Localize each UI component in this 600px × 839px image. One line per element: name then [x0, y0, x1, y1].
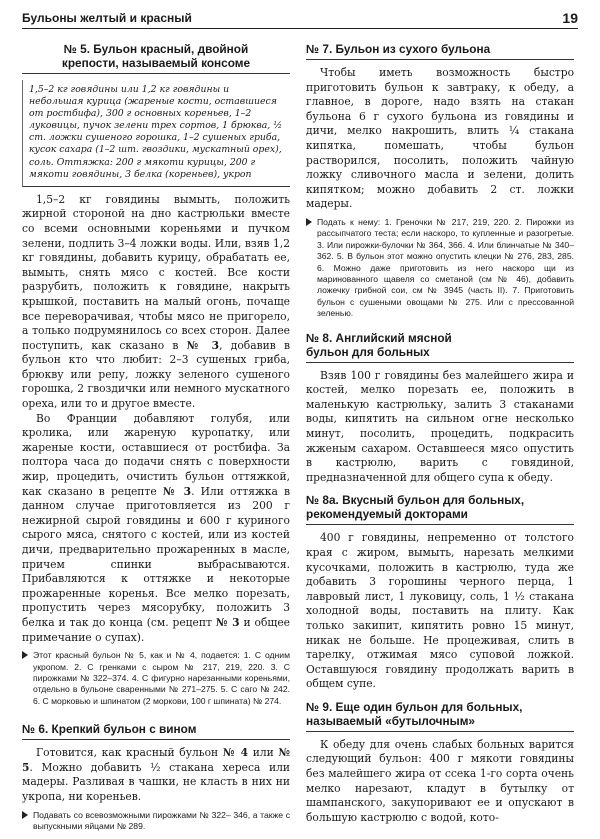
recipe-6-p1-mid: или [248, 746, 279, 760]
recipe-6-p1-text-a: Готовится, как красный бульон [36, 746, 223, 760]
recipe-5-title-line-1: № 5. Бульон красный, двойной [63, 42, 249, 56]
recipe-5-p2-text-a: Во Франции добавляют голубя, или кролика, или жареную куропатку, или жареные кости, оставшиеся от ростбифа. За полтора часа до подачи снять с поверхности жир, процедить, очистить бульон оттяжкой, как сказано в рецепте [22, 411, 290, 498]
recipe-ref: № 3 [215, 615, 240, 629]
recipe-8a-paragraph-1: 400 г говядины, непременно от толстого края с жиром, вымыть, нарезать мелкими кусочками, положить в кастрюлю, туда же добавить 3 горошины черного перца, 1 лавровый лист, 1 луковицу, соль, 1 ½ стакана холодной воды, поставить на плиту. Как только закипит, кипятить ровно 15 минут, никак не больше. Не процеживая, слить в тарелку, отжимая мясо суповой ложкой. Оставшуюся говядину продолжать варить в общем супе. [306, 531, 574, 691]
running-header [22, 6, 578, 29]
recipe-7-paragraph-1: Чтобы иметь возможность быстро приготовить бульон к завтраку, к обеду, а главное, в дороге, надо взять на стакан бульона 6 г сухого бульона из говядины и дичи, мелко накрошить, влить ¼ стакана кипятка, помешать, чтобы бульон растворился, посолить, положить чайную ложку сливочного масла и зелени, долить кипятком; можно добавить 2 ст. ложки мадеры. [306, 66, 574, 211]
recipe-9-title [306, 700, 574, 732]
right-column [306, 42, 574, 825]
recipe-5-paragraph-2 [22, 412, 290, 646]
recipe-ref: № 4 [222, 746, 249, 760]
section-title: Бульоны желтый и красный [22, 11, 192, 25]
triangle-bullet-icon [22, 811, 28, 819]
triangle-bullet-icon [22, 651, 28, 659]
recipe-5-note-text: Этот красный бульон № 5, как и № 4, подается: 1. С одним укропом. 2. С гренками с сыром № 217, 219, 220. 3. С пирожками № 322–374. 4. С фигурно нарезанными кореньями, отдельно в бульоне сваренными № 271–275. 5. С саго № 242. 6. С морковью и шпинатом (2 моркови, 100 г шпината) № 274. [33, 650, 290, 706]
recipe-ref: № 5 [22, 746, 290, 774]
page-number: 19 [562, 10, 578, 26]
recipe-5-p1-text-a: 1,5–2 кг говядины вымыть, положить жирной стороной на дно кастрюльки вместе со всеми основными кореньями и пучком зелени, подлить 3–4 ложки воды. Или, взяв 1,2 кг говядины, добавить курицу, обрабатать ее, вымыть, снять мясо с костей. Все кости разрубить, положить к говядине, накрыть крышкой, поставить на малый огонь, почаще все переворачивая, чтобы мясо не пригорело, а только подрумянилось со всех сторон. Далее поступить, как сказано в [22, 192, 290, 352]
triangle-bullet-icon [306, 218, 312, 226]
recipe-7-title: № 7. Бульон из сухого бульона [306, 42, 574, 60]
recipe-8a-title-line-2: рекомендуемый докторами [306, 507, 468, 522]
recipe-5-serving-note [22, 650, 290, 707]
recipe-8-title-line-2: бульон для больных [306, 344, 430, 359]
recipe-6-p1-text-b: . Можно добавить ½ стакана хереса или мадеры. Разливая в чашки, не класть в них ни укропа, ни кореньев. [22, 760, 290, 803]
recipe-8-title [306, 331, 574, 363]
left-column [22, 42, 290, 839]
recipe-5-title [22, 42, 290, 74]
recipe-9-title-line-1: № 9. Еще один бульон для больных, [306, 699, 523, 714]
recipe-6-note-text: Подавать со всевозможными пирожками № 322– 346, а также с выпускными яйцами № 289. [33, 809, 290, 831]
recipe-9-paragraph-1: К обеду для очень слабых больных варится следующий бульон: 400 г мякоти говядины без малейшего жира от ссека 1-го сорта очень мелко нарезают, кладут в бутылку от шампанского, закупоривают ее и опускают в большую кастрюлю с водой, кото- [306, 737, 574, 824]
recipe-8-paragraph-1: Взяв 100 г говядины без малейшего жира и костей, мелко порезать ее, положить в маленькую кастрюльку, залить 3 стаканами воды, кипятить на сильном огне несколько минут, посолить, процедить, подкрасить жженым сахаром. Оставшееся мясо опустить в кастрюлю, варить с говядиной, предназначенной для общего супа к обеду. [306, 368, 574, 484]
recipe-8-title-line-1: № 8. Английский мясной [306, 330, 452, 345]
recipe-5-p1-text-b: , добавив в бульон кто что любит: 2–3 сушеных гриба, брюкву или репу, ложку зеленого сушеного горошка, 2 гвоздички или немного мускатного ореха, или то и другое вместе. [22, 338, 290, 411]
recipe-6-paragraph-1 [22, 746, 290, 804]
recipe-6-serving-note [22, 810, 290, 833]
recipe-ref: № 3 [162, 484, 192, 498]
recipe-5-paragraph-1 [22, 193, 290, 412]
recipe-5-p2-text-b: . Или оттяжка в данном случае приготовляется из 200 г нежирной сырой говядины и 600 г куриного сырого мяса, снятого с костей, или из костей дичи, предварительно прожаренных в масле, причем спинки выбрасываются. Прибавляются к оттяжке и некоторые прожаренные коренья. Все мелко порезать, пропустить через мясорубку, положить 3 белка и так до конца (см. рецепт [22, 484, 290, 629]
recipe-8a-title-line-1: № 8а. Вкусный бульон для больных, [306, 493, 525, 508]
recipe-5-ingredients: 1,5–2 кг говядины или 1,2 кг говядины и небольшая курица (жареные кости, оставшиеся от ростбифа), 300 г основных кореньев, 1–2 луковицы, пучок зелени трех сортов, 1 брюква, ½ ст. ложки сушеного горошка, 1–2 сушеных гриба, кусок сахара (1–2 шт. гвоздики, мускатный орех), соль. Оттяжка: 200 г мякоти курицы, 200 г мякоти говядины, 3 белка (кореньев), укроп [22, 80, 290, 187]
recipe-5-p2-text-c: и общее примечание о супах). [22, 615, 291, 644]
recipe-ref: № 3 [186, 338, 220, 352]
recipe-8a-title [306, 493, 574, 525]
recipe-5-title-line-2: крепости, называемый консоме [61, 56, 251, 70]
recipe-9-title-line-2: называемый «бутылочным» [306, 713, 475, 728]
recipe-6-title: № 6. Крепкий бульон с вином [22, 722, 290, 740]
recipe-7-note-text: Подать к нему: 1. Греночки № 217, 219, 220. 2. Пирожки из рассыпчатого теста; если наскоро, то купленные и разогретые. 3. Или пирожки-булочки № 364, 366. 4. Или блинчатые № 340–362. 5. В бульон этот можно опустить клецки № 276, 283, 285. 6. Можно даже приготовить из него наскоро щи из маринованного щавеля со сметаной (см № 46), добавить ложечку грибной сои, см № 3945 (часть II). 7. Приготовить бульон с сушеными овощами № 275. Или с прессованной зеленью. [317, 216, 574, 319]
recipe-7-serving-note [306, 217, 574, 320]
